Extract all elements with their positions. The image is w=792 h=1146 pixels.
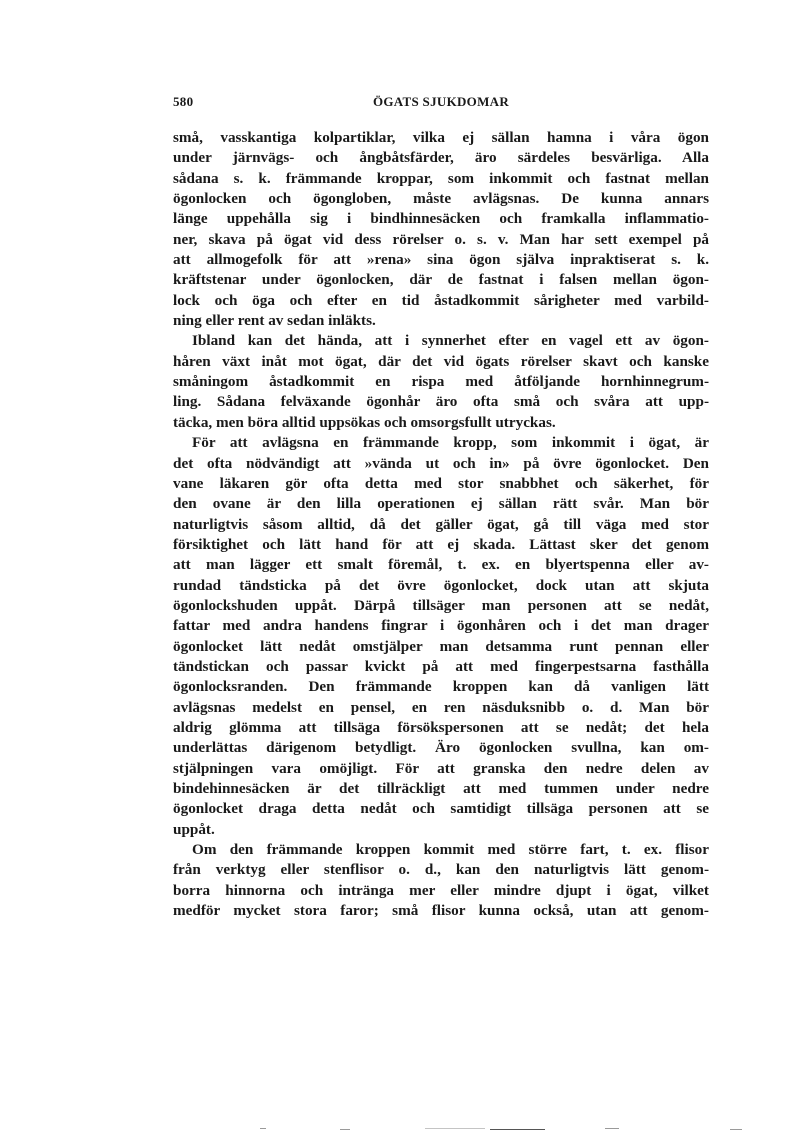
scan-smudge-marks (250, 1126, 770, 1132)
scan-smudge (605, 1128, 619, 1129)
running-title: ÖGATS SJUKDOMAR (372, 94, 510, 109)
text-line: uppåt. (173, 820, 215, 838)
scan-smudge (490, 1129, 545, 1130)
running-head (173, 94, 709, 114)
text-line: ögonlocket draga detta nedåt och samtidigt tillsäga personen att se (173, 800, 709, 818)
text-line: tändstickan och passar kvickt på att med fingerpestsarna fasthålla (173, 657, 709, 675)
page-number: 580 (173, 94, 194, 109)
text-line: det ofta nödvändigt att »vända ut och in» på övre ögonlocket. Den (173, 454, 709, 472)
text-line: håren växt inåt mot ögat, där det vid ögats rörelser skavt och kanske (173, 352, 709, 370)
text-line: rundad tändsticka på det övre ögonlocket, dock utan att skjuta (173, 576, 709, 594)
text-line: ögonlockshuden uppåt. Därpå tillsäger man personen att se nedåt, (173, 596, 709, 614)
text-line: ögonlocket lätt nedåt omstjälper man detsamma runt pennan eller (173, 637, 709, 655)
text-line: aldrig glömma att tillsäga försökspersonen att se nedåt; det hela (173, 718, 709, 736)
text-line: småningom åstadkommit en rispa med åtföljande hornhinnegrum- (173, 373, 709, 391)
text-line: ögonlocken och ögongloben, måste avlägsnas. De kunna annars (173, 190, 709, 208)
text-line: avlägsnas medelst en pensel, en ren näsduksnibb o. d. Man bör (173, 698, 709, 716)
text-line: bindehinnesäcken är det tillräckligt att med tummen under nedre (173, 780, 709, 797)
text-line: ling. Sådana felväxande ögonhår äro ofta små och svåra att upp- (173, 393, 709, 411)
body-text (173, 128, 709, 921)
text-line: lock och öga och efter en tid åstadkommit sårigheter med varbild- (173, 291, 709, 309)
text-line: För att avlägsna en främmande kropp, som inkommit i ögat, är (192, 434, 709, 452)
text-line: sådana s. k. främmande kroppar, som inkommit och fastnat mellan (173, 169, 709, 187)
text-line: underlättas därigenom betydligt. Äro ögonlocken svullna, kan om- (173, 739, 709, 757)
scan-smudge (340, 1129, 350, 1130)
text-line: borra hinnorna och intränga mer eller mindre djupt i ögat, vilket (173, 881, 709, 899)
text-line: den ovane är den lilla operationen ej sällan rätt svår. Man bör (173, 495, 709, 513)
scan-smudge (425, 1128, 485, 1129)
text-line: att allmogefolk för att »rena» sina ögon själva inpraktiserat s. k. (173, 251, 709, 269)
text-line: vane läkaren gör ofta detta med stor snabbhet och säkerhet, för (173, 474, 709, 492)
text-line: täcka, men böra alltid uppsökas och omsorgsfullt utryckas. (173, 413, 556, 431)
text-line: fattar med andra handens fingrar i ögonhåren och i det man drager (173, 617, 709, 635)
scan-smudge (260, 1128, 266, 1129)
text-line: ögonlocksranden. Den främmande kroppen kan då vanligen lätt (173, 678, 709, 696)
text-line: Om den främmande kroppen kommit med större fart, t. ex. flisor (192, 841, 709, 859)
text-line: kräftstenar under ögonlocken, där de fastnat i falsen mellan ögon- (173, 271, 709, 289)
text-line: Ibland kan det hända, att i synnerhet efter en vagel ett av ögon- (192, 332, 709, 350)
text-line: ner, skava på ögat vid dess rörelser o. s. v. Man har sett exempel på (173, 230, 709, 248)
text-line: ning eller rent av sedan inläkts. (173, 312, 376, 330)
text-line: små, vasskantiga kolpartiklar, vilka ej sällan hamna i våra ögon (173, 129, 709, 146)
text-line: att man lägger ett smalt föremål, t. ex. en blyertspenna eller av- (173, 556, 709, 574)
text-line: naturligtvis såsom alltid, då det gäller ögat, gå till väga med stor (173, 515, 709, 533)
text-line: länge uppehålla sig i bindhinnesäcken och framkalla inflammatio- (173, 210, 709, 228)
scan-smudge (730, 1129, 742, 1130)
text-line: stjälpningen vara omöjligt. För att granska den nedre delen av (173, 759, 709, 777)
text-line: försiktighet och lätt hand för att ej skada. Lättast sker det genom (173, 535, 709, 553)
text-line: från verktyg eller stenflisor o. d., kan den naturligtvis lätt genom- (173, 861, 709, 879)
text-line: medför mycket stora faror; små flisor kunna också, utan att genom- (173, 902, 709, 920)
text-line: under järnvägs- och ångbåtsfärder, äro särdeles besvärliga. Alla (173, 149, 709, 167)
